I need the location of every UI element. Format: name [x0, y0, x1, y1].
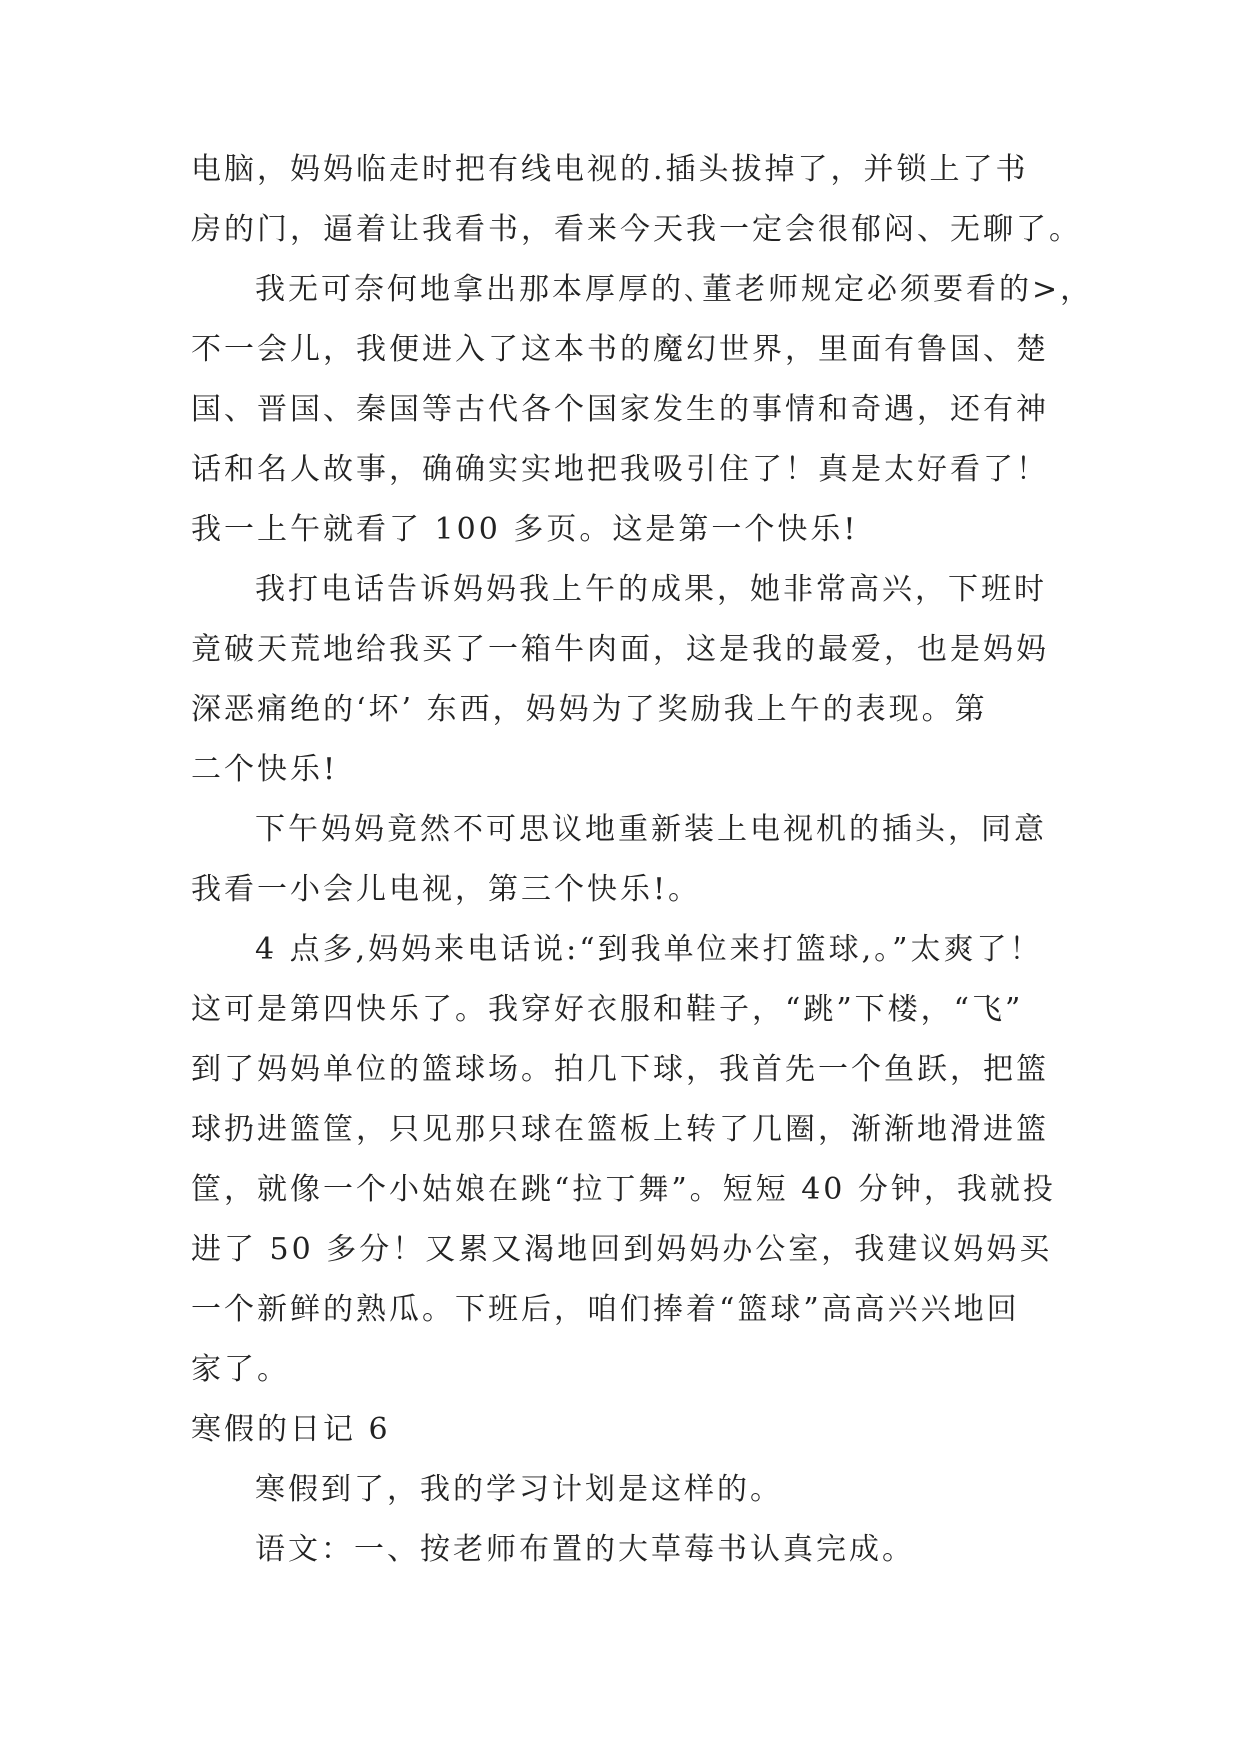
text-line: 筐，就像一个小姑娘在跳“拉丁舞”。短短 40 分钟，我就投	[191, 1172, 1056, 1207]
text-line: 竟破天荒地给我买了一箱牛肉面，这是我的最爱，也是妈妈	[191, 632, 1049, 667]
text-line: 话和名人故事，确确实实地把我吸引住了！真是太好看了！	[191, 452, 1049, 487]
section-heading: 寒假的日记 6	[191, 1412, 391, 1447]
text-line: 不一会儿，我便进入了这本书的魔幻世界，里面有鲁国、楚	[191, 332, 1049, 367]
text-line: 我看一小会儿电视，第三个快乐!。	[191, 872, 702, 907]
text-line: 二个快乐!	[191, 752, 339, 787]
paragraph-start-line: 寒假到了，我的学习计划是这样的。	[255, 1472, 783, 1507]
text-line: 深恶痛绝的‘坏’ 东西，妈妈为了奖励我上午的表现。第	[191, 692, 988, 727]
text-line: 家了。	[191, 1352, 290, 1387]
paragraph-start-line: 语文：一、按老师布置的大草莓书认真完成。	[255, 1532, 915, 1567]
paragraph-start-line: 4 点多,妈妈来电话说:“到我单位来打篮球,。”太爽了！	[255, 932, 1043, 967]
text-line: 国、晋国、秦国等古代各个国家发生的事情和奇遇，还有神	[191, 392, 1049, 427]
text-line: 我一上午就看了 100 多页。这是第一个快乐!	[191, 512, 859, 547]
text-line: 这可是第四快乐了。我穿好衣服和鞋子，“跳”下楼，“飞”	[191, 992, 1024, 1027]
paragraph-start-line: 下午妈妈竟然不可思议地重新装上电视机的插头，同意	[255, 812, 1047, 847]
text-line: 进了 50 多分！又累又渴地回到妈妈办公室，我建议妈妈买	[191, 1232, 1053, 1267]
text-line: 一个新鲜的熟瓜。下班后，咱们捧着“篮球”高高兴兴地回	[191, 1292, 1020, 1327]
text-line: 球扔进篮筐，只见那只球在篮板上转了几圈，渐渐地滑进篮	[191, 1112, 1049, 1147]
text-line: 到了妈妈单位的篮球场。拍几下球，我首先一个鱼跃，把篮	[191, 1052, 1049, 1087]
text-line: 电脑，妈妈临走时把有线电视的.插头拔掉了，并锁上了书	[191, 152, 1029, 187]
paragraph-start-line: 我打电话告诉妈妈我上午的成果，她非常高兴，下班时	[255, 572, 1047, 607]
paragraph-start-line: 我无可奈何地拿出那本厚厚的､董老师规定必须要看的>，	[255, 272, 1094, 307]
text-line: 房的门，逼着让我看书，看来今天我一定会很郁闷、无聊了。	[191, 212, 1082, 247]
